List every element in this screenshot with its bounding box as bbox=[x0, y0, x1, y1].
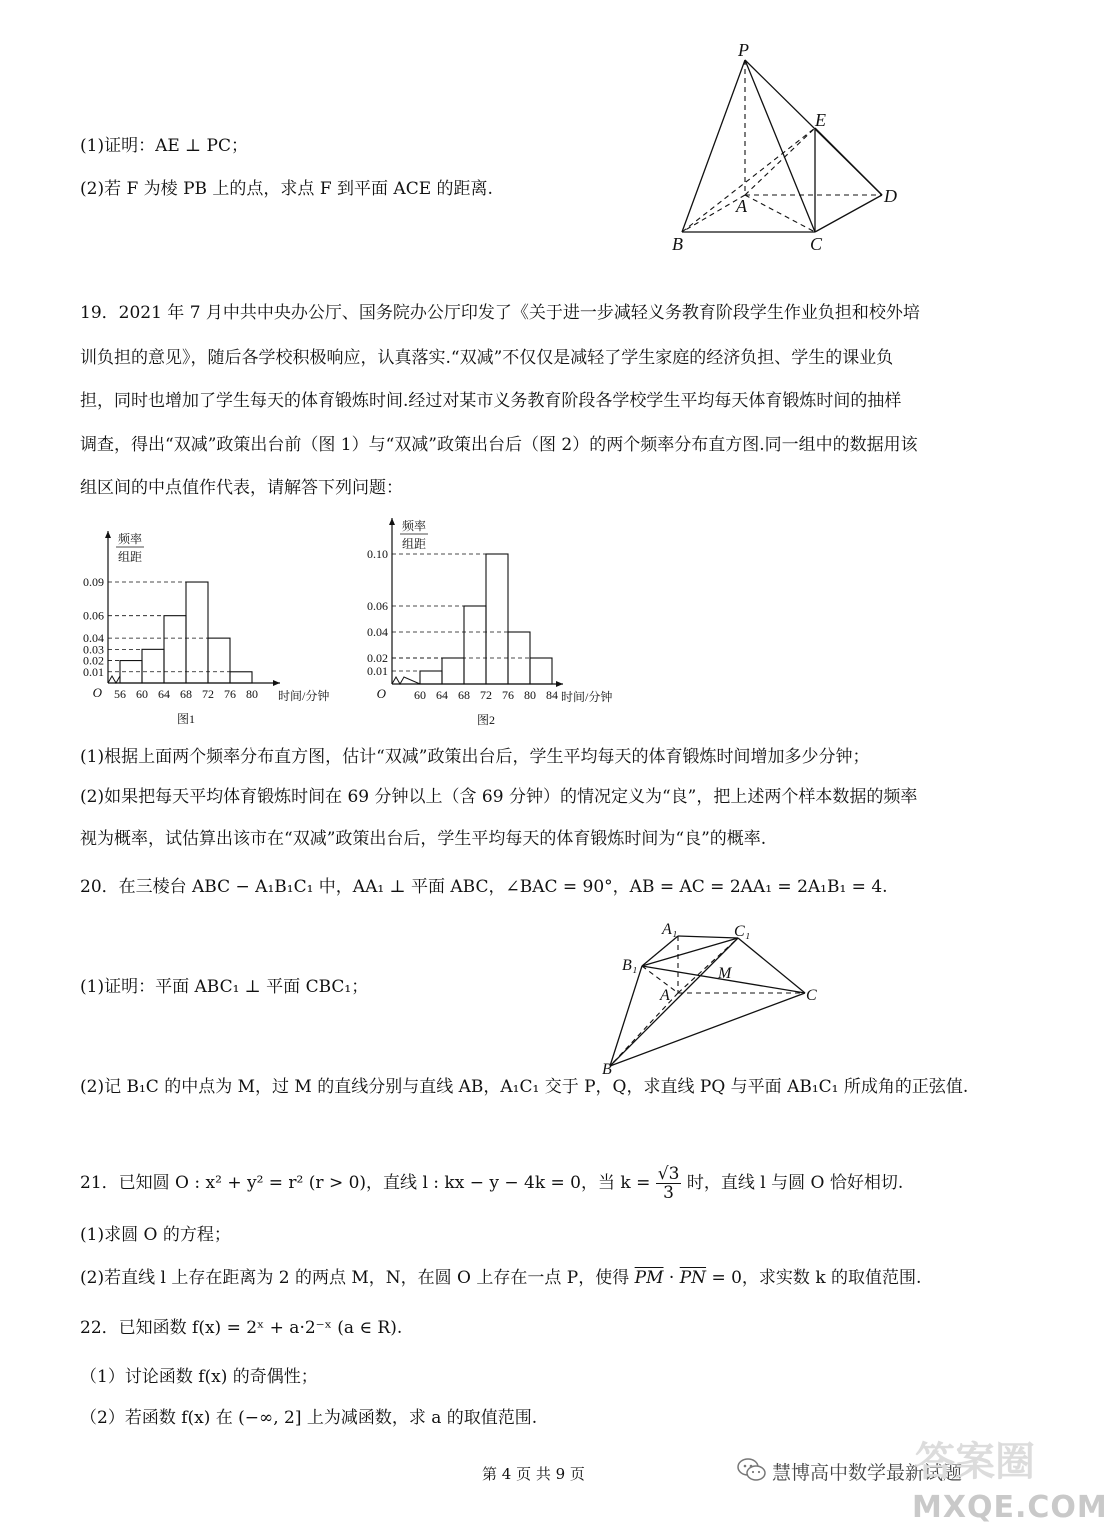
fraction-sqrt3-over-3 bbox=[656, 1165, 682, 1202]
q19-line-3: 担，同时也增加了学生每天的体育锻炼时间.经过对某市义务教育阶段各学校学生平均每天体育锻炼时间的抽样 bbox=[80, 391, 902, 411]
hist2-ytick-4: 0.10 bbox=[367, 547, 388, 561]
hist1-bar-5 bbox=[230, 672, 252, 683]
hist1-bar-3 bbox=[186, 582, 208, 683]
site-watermark: MXQE.COM bbox=[912, 1490, 1108, 1525]
hist1-ytick-1: 0.02 bbox=[83, 653, 104, 668]
q21-stem-a: 21．已知圆 O : x² + y² = r² (r > 0)，直线 l : kx − y − 4k = 0，当 k = bbox=[80, 1173, 651, 1193]
label-E: E bbox=[815, 110, 826, 130]
label-C: C bbox=[806, 987, 817, 1004]
histogram-1 bbox=[70, 525, 350, 725]
hist1-origin: O bbox=[92, 685, 102, 700]
hist1-ylabel-top: 频率 bbox=[117, 532, 143, 546]
hist1-ytick-2: 0.03 bbox=[83, 642, 104, 657]
hist1-xtick-1: 60 bbox=[136, 687, 148, 701]
hist1-xtick-6: 80 bbox=[246, 687, 258, 701]
hist1-ytick-3: 0.04 bbox=[83, 631, 104, 646]
hist1-ytick-0: 0.01 bbox=[83, 664, 104, 679]
hist1-xtick-0: 56 bbox=[114, 687, 126, 701]
hist1-ylabel-bottom: 组距 bbox=[117, 550, 143, 564]
y-axis-arrow bbox=[105, 531, 111, 538]
q22-part1: （1）讨论函数 f(x) 的奇偶性； bbox=[80, 1367, 318, 1387]
hist1-xtick-2: 64 bbox=[158, 687, 170, 701]
label-C: C bbox=[810, 234, 823, 254]
hist2-bar-1 bbox=[442, 658, 464, 684]
q21-part2-a: (2)若直线 l 上存在距离为 2 的两点 M，N，在圆 O 上存在一点 P，使得 bbox=[80, 1268, 630, 1288]
q21-part2-b: = 0，求实数 k 的取值范围. bbox=[711, 1268, 922, 1288]
pyramid-figure bbox=[660, 40, 920, 260]
label-A1: A₁ bbox=[662, 921, 678, 938]
q18-part2: (2)若 F 为棱 PB 上的点，求点 F 到平面 ACE 的距离. bbox=[80, 179, 493, 199]
q21-part2 bbox=[80, 1267, 921, 1289]
hist2-origin: O bbox=[376, 686, 386, 701]
axis-break bbox=[392, 677, 420, 684]
label-B: B bbox=[602, 1061, 612, 1078]
frustum-figure bbox=[600, 918, 840, 1078]
hist2-xtick-0: 60 bbox=[414, 688, 426, 702]
label-C1: C₁ bbox=[734, 923, 751, 940]
hist2-xtick-1: 64 bbox=[436, 688, 448, 702]
hist2-ytick-0: 0.01 bbox=[367, 664, 388, 678]
label-B1: B₁ bbox=[622, 957, 638, 974]
hist2-caption: 图2 bbox=[476, 713, 496, 727]
q19-line-2: 训负担的意见》，随后各学校积极响应，认真落实.“双减”不仅仅是减轻了学生家庭的经济负担、学生的课业负 bbox=[80, 348, 894, 368]
label-A: A bbox=[660, 987, 670, 1004]
hist1-xtick-4: 72 bbox=[202, 687, 214, 701]
q19-part2-b: 视为概率，试估算出该市在“双减”政策出台后，学生平均每天的体育锻炼时间为“良”的概率. bbox=[80, 829, 767, 849]
hist2-ytick-1: 0.02 bbox=[367, 651, 388, 665]
label-A: A bbox=[736, 196, 747, 216]
q22-part2: （2）若函数 f(x) 在 (−∞, 2] 上为减函数，求 a 的取值范围. bbox=[80, 1408, 538, 1428]
hist2-bar-3 bbox=[486, 554, 508, 684]
q18-part1: (1)证明：AE ⊥ PC； bbox=[80, 136, 249, 156]
dot-operator: · bbox=[663, 1268, 680, 1288]
histogram-2 bbox=[355, 508, 635, 725]
hist1-bar-2 bbox=[164, 616, 186, 683]
vector-PN: $\overline{PN}$ bbox=[679, 1268, 707, 1288]
q21-stem-b: 时，直线 l 与圆 O 恰好相切. bbox=[686, 1173, 904, 1193]
y-axis-arrow bbox=[389, 518, 395, 525]
hist1-bar-4 bbox=[208, 638, 230, 683]
hist2-bar-0 bbox=[420, 671, 442, 684]
hist1-caption: 图1 bbox=[176, 712, 196, 726]
hist2-xtick-4: 76 bbox=[502, 688, 514, 702]
label-B: B bbox=[672, 234, 683, 254]
q19-line-1: 19．2021 年 7 月中共中央办公厅、国务院办公厅印发了《关于进一步减轻义务教育阶段学生作业负担和校外培 bbox=[80, 303, 920, 323]
hist1-xtick-5: 76 bbox=[224, 687, 236, 701]
hist2-ylabel-bottom: 组距 bbox=[401, 537, 427, 551]
page-number: 第 4 页 共 9 页 bbox=[482, 1465, 585, 1483]
wechat-icon bbox=[737, 1457, 767, 1483]
hist2-ylabel-top: 频率 bbox=[401, 519, 427, 533]
x-axis-arrow bbox=[273, 680, 280, 686]
hist2-xlabel: 时间/分钟 bbox=[561, 690, 613, 704]
hist2-xtick-3: 72 bbox=[480, 688, 492, 702]
q20-part1: (1)证明：平面 ABC₁ ⊥ 平面 CBC₁； bbox=[80, 977, 369, 997]
label-M: M bbox=[718, 965, 732, 982]
q20-part2: (2)记 B₁C 的中点为 M，过 M 的直线分别与直线 AB，A₁C₁ 交于 P，Q，求直线 PQ 与平面 AB₁C₁ 所成角的正弦值. bbox=[80, 1077, 969, 1097]
hist1-ytick-4: 0.06 bbox=[83, 608, 104, 623]
label-P: P bbox=[738, 40, 749, 60]
hist2-ytick-2: 0.04 bbox=[367, 625, 388, 639]
hist2-xtick-5: 80 bbox=[524, 688, 536, 702]
q19-part2-a: (2)如果把每天平均体育锻炼时间在 69 分钟以上（含 69 分钟）的情况定义为“良”，把上述两个样本数据的频率 bbox=[80, 787, 918, 807]
hist1-xtick-3: 68 bbox=[180, 687, 192, 701]
q19-part1: (1)根据上面两个频率分布直方图，估计“双减”政策出台后，学生平均每天的体育锻炼时间增加多少分钟； bbox=[80, 747, 870, 767]
hist2-bar-2 bbox=[464, 606, 486, 684]
hist1-xlabel: 时间/分钟 bbox=[278, 689, 330, 703]
q21-stem bbox=[80, 1160, 903, 1206]
hist2-xtick-2: 68 bbox=[458, 688, 470, 702]
hist2-bar-5 bbox=[530, 658, 552, 684]
label-D: D bbox=[884, 186, 897, 206]
q19-line-4: 调查，得出“双减”政策出台前（图 1）与“双减”政策出台后（图 2）的两个频率分布直方图.同一组中的数据用该 bbox=[80, 435, 918, 455]
q20-stem: 20．在三棱台 ABC − A₁B₁C₁ 中，AA₁ ⊥ 平面 ABC，∠BAC = 90°，AB = AC = 2AA₁ = 2A₁B₁ = 4. bbox=[80, 877, 888, 897]
fraction-numerator: √3 bbox=[657, 1164, 680, 1184]
axis-break bbox=[108, 676, 120, 683]
x-axis-arrow bbox=[556, 681, 563, 687]
hist2-ytick-3: 0.06 bbox=[367, 599, 388, 613]
q22-stem: 22．已知函数 f(x) = 2ˣ + a·2⁻ˣ (a ∈ R). bbox=[80, 1318, 403, 1338]
q21-part1: (1)求圆 O 的方程； bbox=[80, 1225, 231, 1245]
logo-watermark: 答案圈 bbox=[915, 1439, 1035, 1485]
hist1-ytick-5: 0.09 bbox=[83, 575, 104, 590]
hist2-xtick-6: 84 bbox=[546, 688, 558, 702]
wechat-account-name: 慧博高中数学最新试题 bbox=[772, 1462, 963, 1484]
q19-line-5: 组区间的中点值作代表，请解答下列问题： bbox=[80, 478, 403, 498]
hist1-bar-1 bbox=[142, 649, 164, 683]
fraction-denominator: 3 bbox=[663, 1183, 674, 1203]
vector-PM: $\overline{PM}$ bbox=[634, 1268, 664, 1288]
